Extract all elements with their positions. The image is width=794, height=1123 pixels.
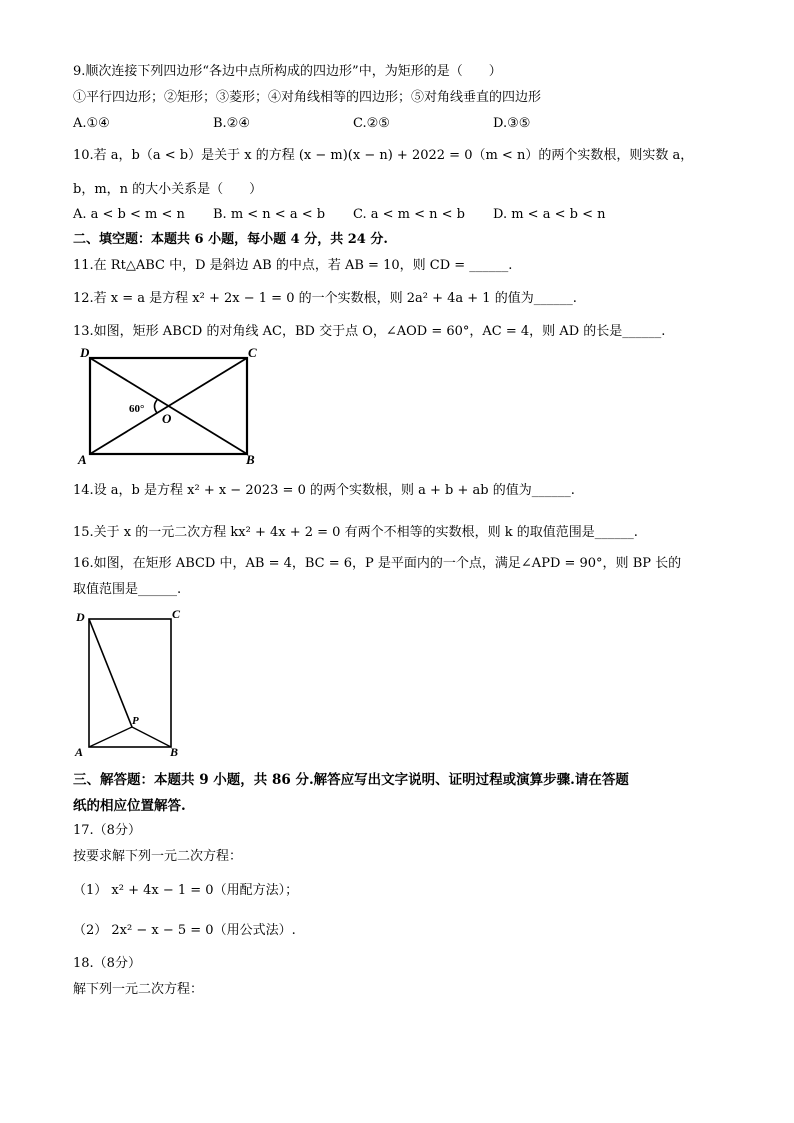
q9-option-c: C.②⑤ [353, 116, 390, 131]
q9-list: ①平行四边形；②矩形；③菱形；④对角线相等的四边形；⑤对角线垂直的四边形 [73, 90, 542, 105]
q14: 14.设 a，b 是方程 x² + x − 2023 = 0 的两个实数根，则 a + b + ab 的值为______. [73, 483, 575, 498]
q16-rectangle-figure [74, 606, 194, 758]
q13: 13.如图，矩形 ABCD 的对角线 AC，BD 交于点 O，∠AOD = 60°，AC = 4，则 AD 的长是______. [73, 324, 666, 339]
q10-stem: 10.若 a，b（a < b）是关于 x 的方程 (x − m)(x − n) + 2022 = 0（m < n）的两个实数根，则实数 a， [73, 148, 694, 163]
q17-part1: （1） x² + 4x − 1 = 0（用配方法）； [73, 883, 299, 898]
q16-line1: 16.如图，在矩形 ABCD 中，AB = 4，BC = 6，P 是平面内的一个点，满足∠APD = 90°，则 BP 长的 [73, 556, 682, 571]
q10-option-c: C. a < m < n < b [353, 207, 465, 222]
segment-ap [89, 727, 132, 747]
segment-bp [132, 727, 171, 747]
section-3-heading: 三、解答题：本题共 9 小题，共 86 分.解答应写出文字说明、证明过程或演算步骤.请在答题 [73, 772, 629, 788]
q17-header: 17.（8分） [73, 823, 141, 838]
point-label-p: P [132, 715, 139, 727]
q16-line2: 取值范围是______. [73, 582, 182, 597]
vertex-label-d: D [76, 610, 85, 624]
vertex-label-b: B [246, 452, 255, 467]
angle-label: 60° [129, 403, 145, 415]
q12: 12.若 x = a 是方程 x² + 2x − 1 = 0 的一个实数根，则 2a² + 4a + 1 的值为______. [73, 291, 577, 306]
q11: 11.在 Rt△ABC 中，D 是斜边 AB 的中点，若 AB = 10，则 CD = ______. [73, 258, 513, 273]
q9-option-d: D.③⑤ [493, 116, 531, 131]
vertex-label-c: C [248, 345, 257, 360]
angle-arc [155, 400, 158, 413]
vertex-label-d: D [80, 345, 90, 360]
vertex-label-a: A [75, 745, 84, 758]
q18-header: 18.（8分） [73, 956, 141, 971]
segment-dp [89, 619, 132, 727]
q10-option-b: B. m < n < a < b [213, 207, 326, 222]
q10-stem-continued: b，m，n 的大小关系是（ ） [73, 182, 263, 197]
q15: 15.关于 x 的一元二次方程 kx² + 4x + 2 = 0 有两个不相等的实数根，则 k 的取值范围是______. [73, 525, 638, 540]
q13-rectangle-figure [74, 344, 266, 468]
q9-option-b: B.②④ [213, 116, 250, 131]
q9-option-a: A.①④ [73, 116, 110, 131]
q9-stem: 9.顺次连接下列四边形“各边中点所构成的四边形”中，为矩形的是（ ） [73, 64, 502, 79]
q17-intro: 按要求解下列一元二次方程： [73, 849, 243, 864]
q18-intro: 解下列一元二次方程： [73, 982, 204, 997]
q10-option-a: A. a < b < m < n [73, 207, 185, 222]
q10-option-d: D. m < a < b < n [493, 207, 606, 222]
vertex-label-a: A [78, 452, 87, 467]
section-2-heading: 二、填空题：本题共 6 小题，每小题 4 分，共 24 分. [73, 232, 388, 247]
center-label-o: O [162, 411, 172, 426]
vertex-label-c: C [172, 607, 181, 621]
vertex-label-b: B [170, 745, 179, 758]
q17-part2: （2） 2x² − x − 5 = 0（用公式法）. [73, 923, 296, 938]
section-3-heading-continued: 纸的相应位置解答. [73, 798, 186, 814]
